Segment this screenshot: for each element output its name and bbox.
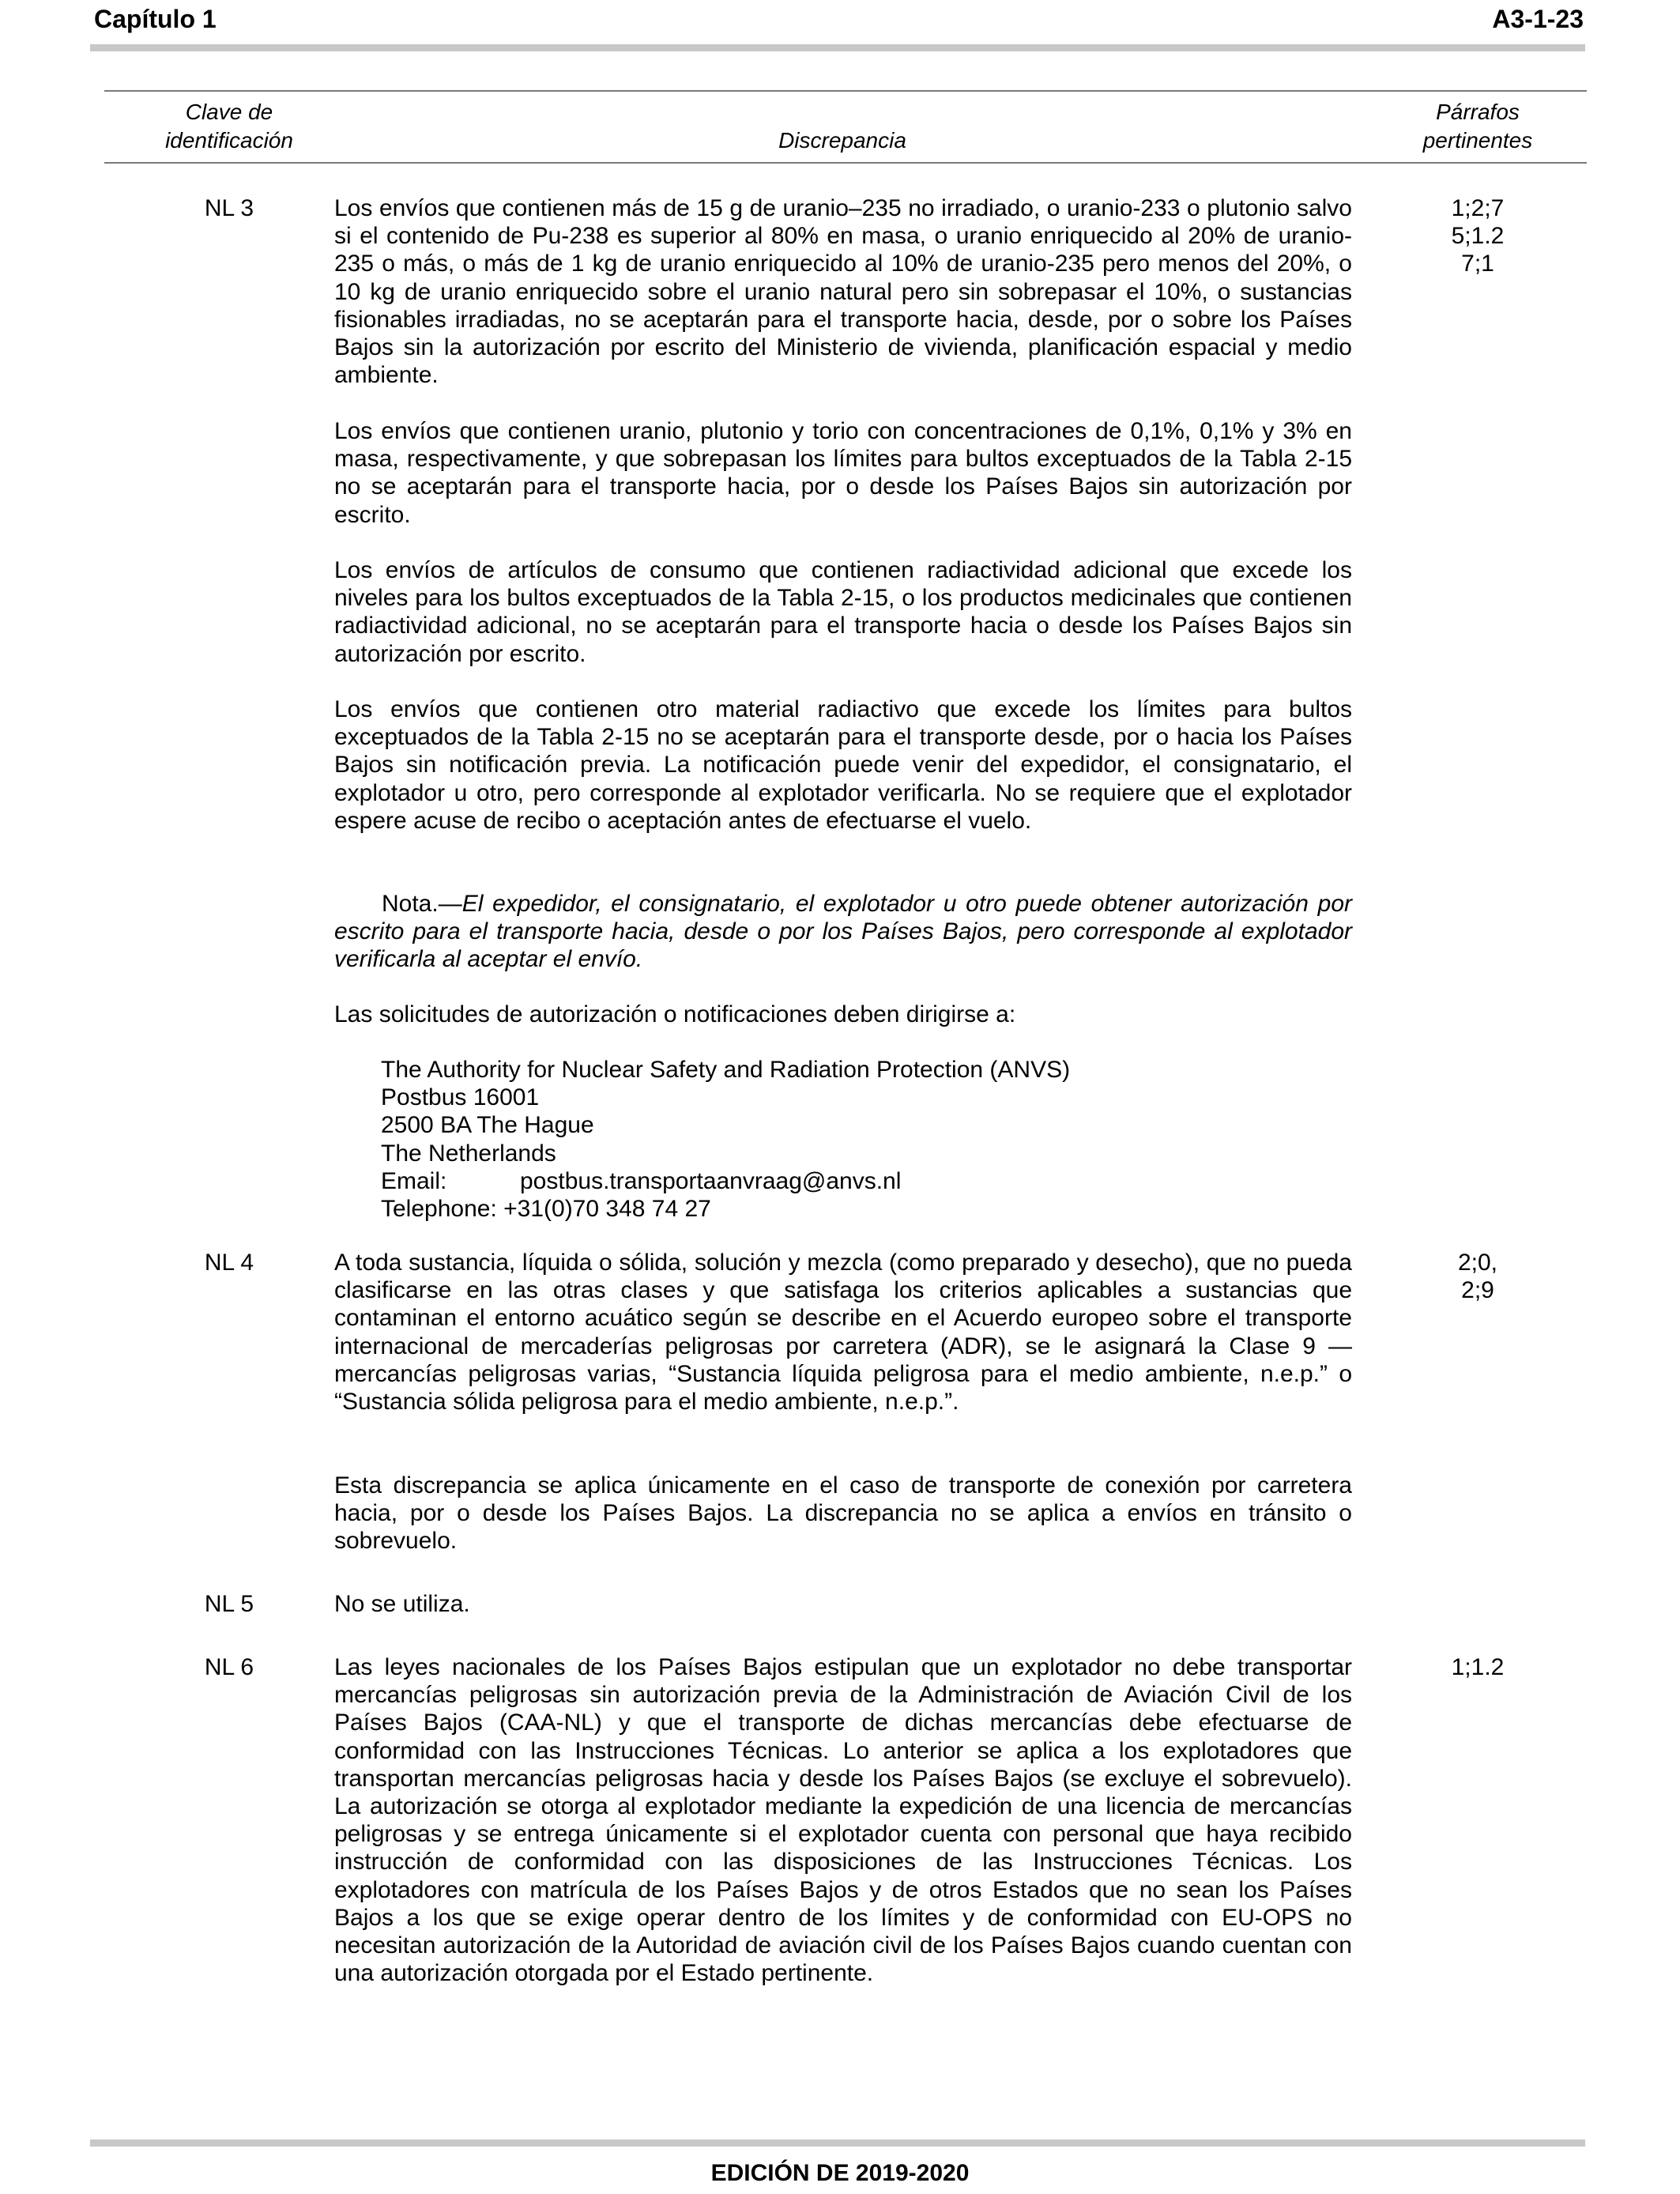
nl3-paragraph-3: Los envíos de artículos de consumo que contienen radiactividad adicional que excede los niveles para los bultos exceptuados de la Tabla 2-15, o los productos medicinales que contienen radiactividad adicional, no se aceptarán para el transporte hacia o desde los Países Bajos sin autorización por escrito. xyxy=(334,557,1352,667)
nl3-paragraph-2: Los envíos que contienen uranio, plutonio y torio con concentraciones de 0,1%, 0,1% y 3% en masa, respectivamente, y que sobrepasan los límites para bultos exceptuados de la Tabla 2-15 no se aceptarán para el transporte hacia, por o desde los Países Bajos sin autorización por escrito. xyxy=(334,418,1352,528)
page-number: A3-1-23 xyxy=(1492,5,1584,33)
paragraph-ref: 1;2;7 xyxy=(1451,195,1505,221)
header-rule xyxy=(90,44,1585,51)
column-header-discrepancy: Discrepancia xyxy=(778,128,906,153)
row-paragraphs-nl6 xyxy=(1422,1653,1533,1681)
row-key-nl6: NL 6 xyxy=(204,1654,254,1680)
table-top-rule xyxy=(104,90,1587,92)
address-email-line xyxy=(381,1167,1070,1195)
paragraph-ref: 7;1 xyxy=(1461,251,1494,277)
column-header-paragraphs-line2: pertinentes xyxy=(1422,128,1533,153)
paragraph-ref: 5;1.2 xyxy=(1451,223,1505,249)
nl4-paragraph-2: Esta discrepancia se aplica únicamente en el caso de transporte de conexión por carretera hacia, por o desde los Países Bajos. La discrepancia no se aplica a envíos en tránsito o sobrevuelo. xyxy=(334,1472,1352,1555)
column-header-paragraphs-line1: Párrafos xyxy=(1436,100,1520,124)
nl5-text: No se utiliza. xyxy=(334,1591,470,1617)
chapter-title: Capítulo 1 xyxy=(94,5,217,33)
address-line: Postbus 16001 xyxy=(381,1084,540,1111)
column-header-paragraphs xyxy=(1375,98,1580,155)
address-line: 2500 BA The Hague xyxy=(381,1112,594,1139)
address-phone: Telephone: +31(0)70 348 74 27 xyxy=(381,1196,711,1223)
nl6-text: Las leyes nacionales de los Países Bajos estipulan que un explotador no debe transportar mercancías peligrosas sin autorización previa de la Administración de Aviación Civil de los Países Bajos (CAA-NL) y que el transporte de dichas mercancías debe efectuarse de conformidad con las Instrucciones Técnicas. Lo anterior se aplica a los explotadores que transportan mercancías peligrosas hacia y desde los Países Bajos (se excluye el sobrevuelo). La autorización se otorga al explotador mediante la expedición de una licencia de mercancías peligrosas y se entrega únicamente si el explotador cuenta con personal que haya recibido instrucción de conformidad con las disposiciones de las Instrucciones Técnicas. Los explotadores con matrícula de los Países Bajos y de otros Estados que no sean los Países Bajos a los que se exige operar dentro de los límites y de conformidad con EU-OPS no necesitan autorización de la Autoridad de aviación civil de los Países Bajos cuando cuentan con una autorización otorgada por el Estado pertinente. xyxy=(334,1654,1352,1987)
paragraph-ref: 1;1.2 xyxy=(1451,1654,1505,1680)
table-header-rule xyxy=(104,162,1587,164)
column-header-key xyxy=(119,98,340,155)
edition-footer: EDICIÓN DE 2019-2020 xyxy=(710,2160,970,2186)
row-paragraphs-nl3 xyxy=(1422,194,1533,277)
paragraph-ref: 2;0, xyxy=(1457,1250,1498,1276)
address-line: The Netherlands xyxy=(381,1140,556,1167)
nl3-paragraph-1: Los envíos que contienen más de 15 g de uranio–235 no irradiado, o uranio-233 o plutonio salvo si el contenido de Pu-238 es superior al 80% en masa, o uranio enriquecido al 20% de uranio-235 o más, o más de 1 kg de uranio enriquecido al 10% de uranio-235 pero menos del 20%, o 10 kg de uranio enriquecido sobre el uranio natural pero sin sobrepasar el 10%, o sustancias fisionables irradiadas, no se aceptarán para el transporte hacia, desde, por o sobre los Países Bajos sin la autorización por escrito del Ministerio de vivienda, planificación espacial y medio ambiente. xyxy=(334,195,1352,389)
email-address: postbus.transportaanvraag@anvs.nl xyxy=(520,1167,902,1194)
footer-rule xyxy=(90,2139,1585,2147)
row-paragraphs-nl4 xyxy=(1422,1249,1533,1304)
note-text: El expedidor, el consignatario, el explotador u otro puede obtener autorización por escrito para el transporte hacia, desde o por los Países Bajos, pero corresponde al explotador verificarla al aceptar el envío. xyxy=(334,891,1352,973)
column-header-key-line2: identificación xyxy=(165,128,293,153)
column-header-key-line1: Clave de xyxy=(185,100,273,124)
nl3-address-block xyxy=(381,1056,1070,1223)
paragraph-ref: 2;9 xyxy=(1461,1277,1494,1303)
row-key-nl5: NL 5 xyxy=(204,1591,254,1617)
email-label: Email: xyxy=(381,1167,447,1194)
nl4-paragraph-1: A toda sustancia, líquida o sólida, solución y mezcla (como preparado y desecho), que no pueda clasificarse en las otras clases y que satisfaga los criterios aplicables a sustancias que contaminan el entorno acuático según se describe en el Acuerdo europeo sobre el transporte internacional de mercaderías peligrosas por carretera (ADR), se le asignará la Clase 9 — mercancías peligrosas varias, “Sustancia líquida peligrosa para el medio ambiente, n.e.p.” o “Sustancia sólida peligrosa para el medio ambiente, n.e.p.”. xyxy=(334,1250,1352,1416)
nl3-requests-line: Las solicitudes de autorización o notificaciones deben dirigirse a: xyxy=(334,1001,1016,1027)
nl3-paragraph-4: Los envíos que contienen otro material radiactivo que excede los límites para bultos exceptuados de la Tabla 2-15 no se aceptarán para el transporte desde, por o hacia los Países Bajos sin notificación previa. La notificación puede venir del expedidor, el consignatario, el explotador u otro, pero corresponde al explotador verificarla. No se requiere que el explotador espere acuse de recibo o aceptación antes de efectuarse el vuelo. xyxy=(334,696,1352,834)
row-key-nl4: NL 4 xyxy=(204,1250,254,1276)
address-line: The Authority for Nuclear Safety and Radiation Protection (ANVS) xyxy=(381,1057,1071,1083)
nl3-note xyxy=(334,890,1352,974)
row-key-nl3: NL 3 xyxy=(204,195,254,221)
note-lead: Nota.— xyxy=(382,891,462,917)
